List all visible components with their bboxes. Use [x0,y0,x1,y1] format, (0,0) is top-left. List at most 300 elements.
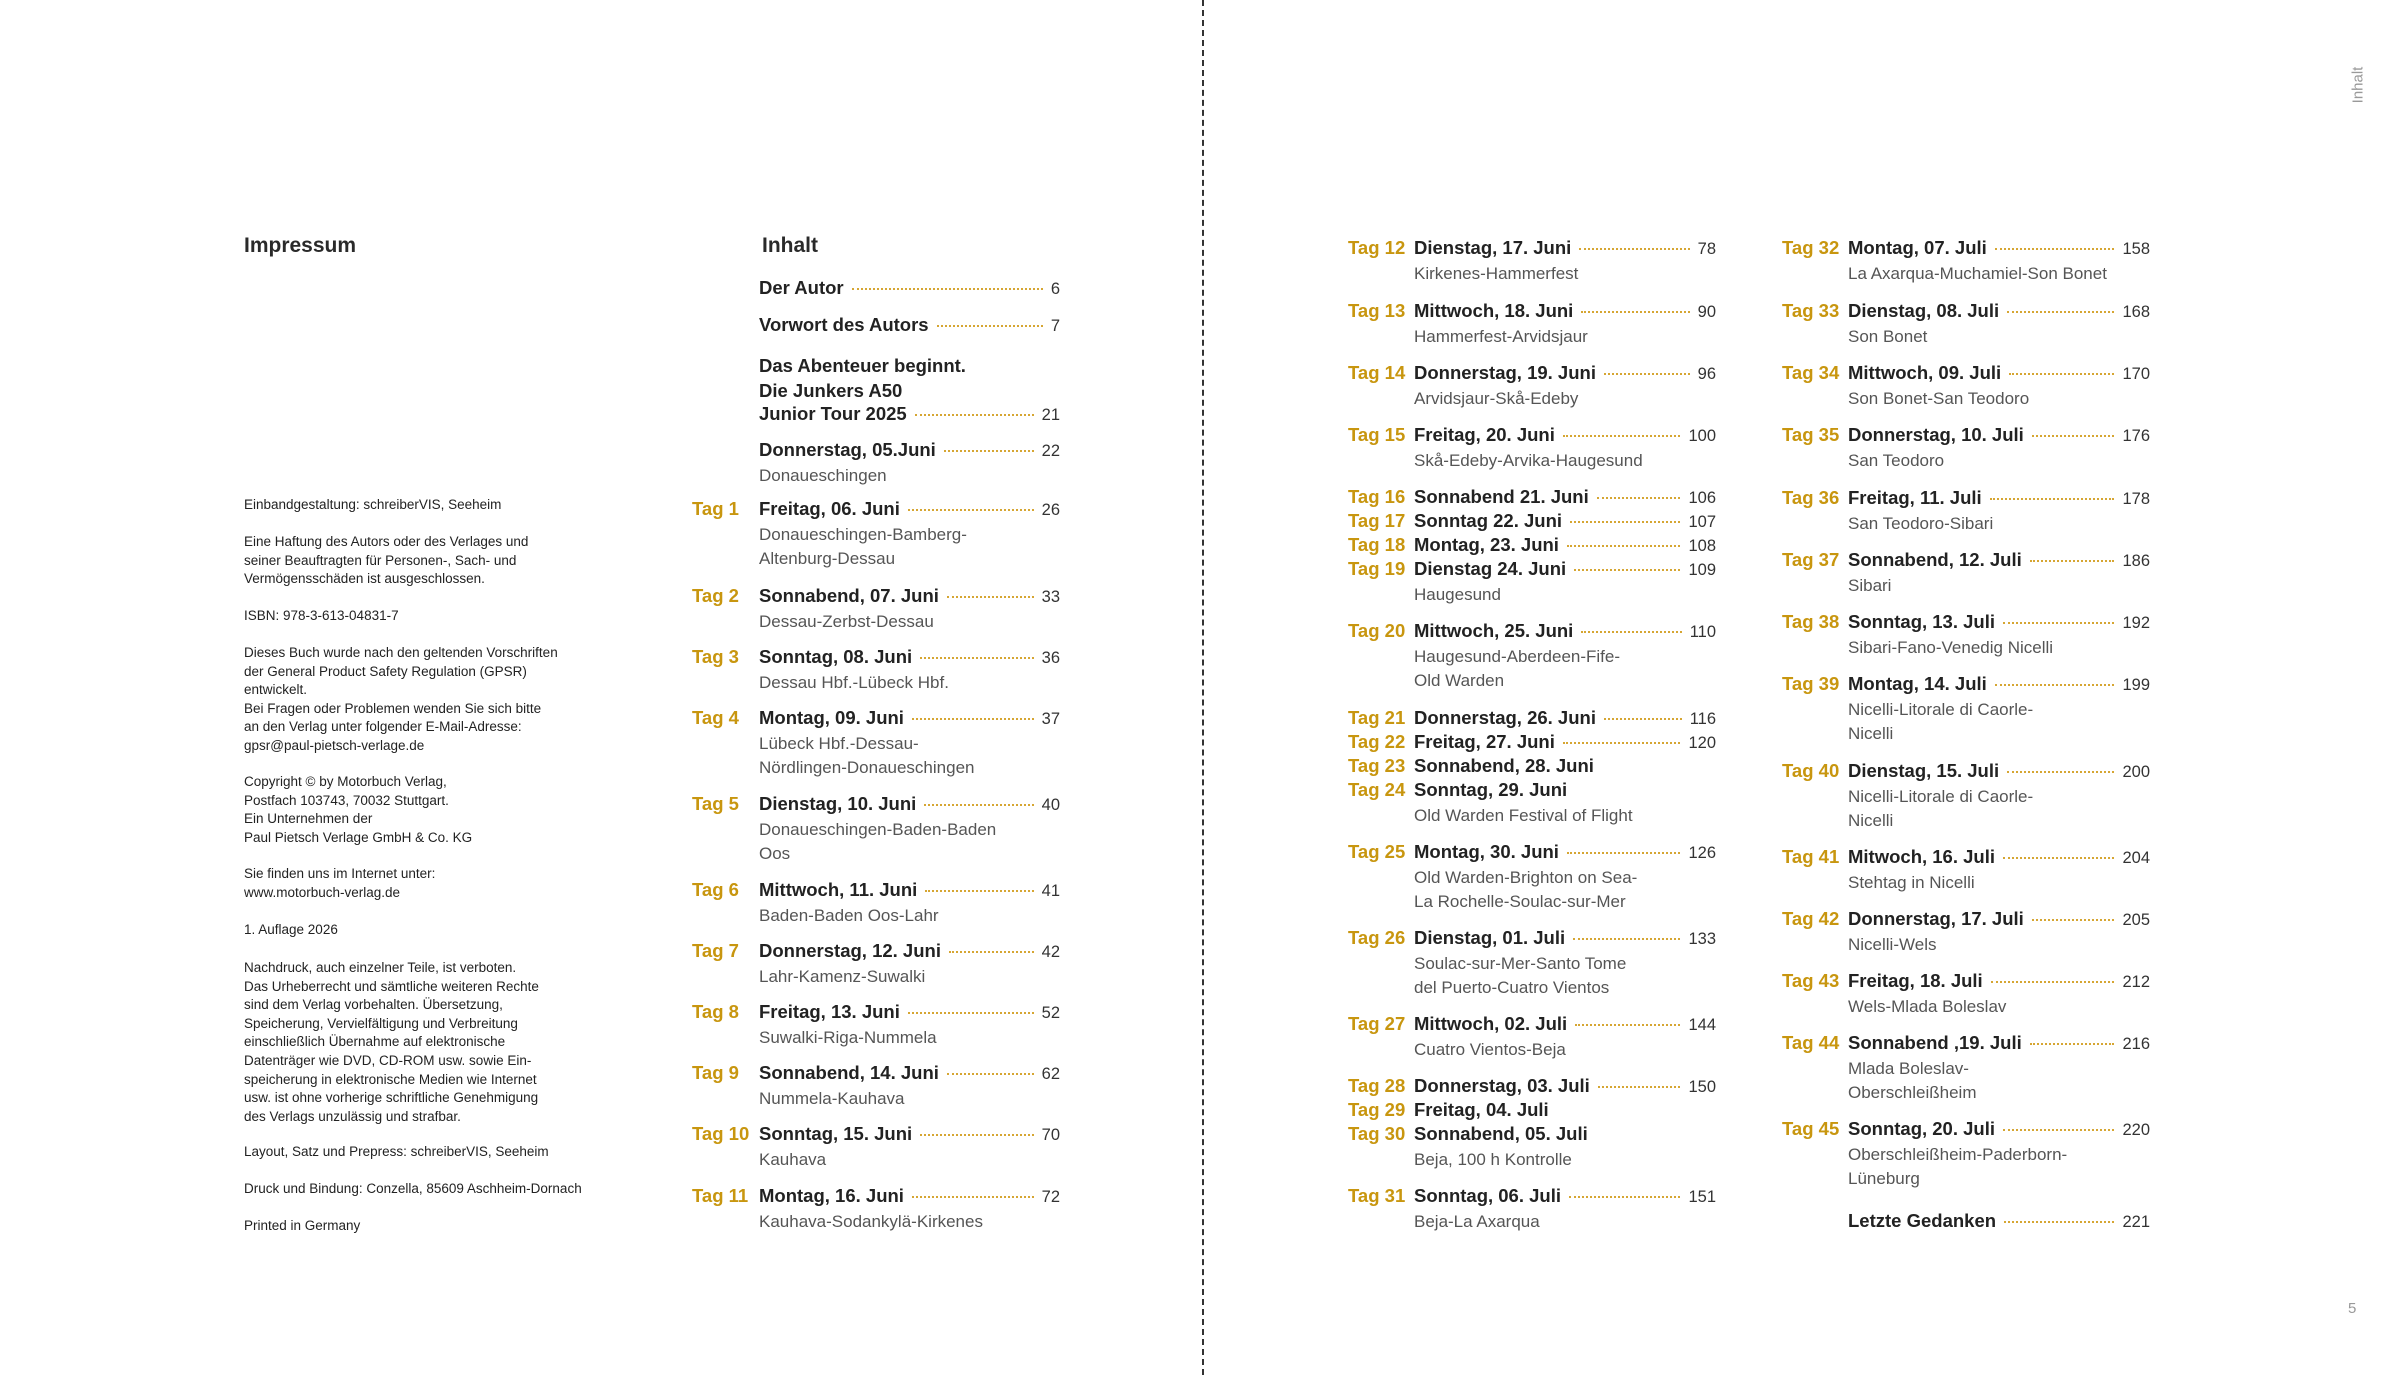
impressum-line: Vermögensschäden ist ausgeschlossen. [244,571,485,587]
toc-leader-dots [2003,1129,2114,1131]
toc-route-line: Sibari [1848,575,1892,595]
toc-page-number: 26 [1041,501,1060,519]
toc-route-line: Nicelli-Litorale di Caorle- [1848,699,2034,719]
spread-divider [1202,0,1204,1375]
impressum-paragraph [244,1217,634,1236]
toc-day-tag: Tag 2 [692,585,739,606]
toc-day-tag: Tag 35 [1782,424,1840,445]
toc-leader-dots [1995,248,2115,250]
toc-day-tag: Tag 11 [692,1185,749,1206]
toc-leader-dots [1579,248,1689,250]
toc-route-line: Nicelli-Litorale di Caorle- [1848,786,2034,806]
toc-route-line: Arvidsjaur-Skå-Edeby [1414,388,1579,408]
toc-entry-title: Freitag, 11. Juli [1848,487,1982,508]
toc-entry-row [759,403,1060,425]
toc-day-tag: Tag 25 [1348,841,1406,862]
toc-leader-dots [1995,684,2115,686]
toc-page-number: 205 [2122,911,2150,929]
toc-day-tag: Tag 26 [1348,927,1406,948]
toc-entry-row [759,1062,1060,1084]
impressum-line: Bei Fragen oder Problemen wenden Sie sich bitte [244,700,542,716]
toc-leader-dots [2030,1043,2115,1045]
toc-route-line: Beja-La Axarqua [1414,1211,1540,1231]
toc-page-number: 192 [2122,614,2150,632]
toc-page-number: 200 [2122,763,2150,781]
toc-entry-title: Donnerstag, 03. Juli [1414,1075,1590,1096]
toc-leader-dots [1575,1024,1680,1026]
toc-page-number: 52 [1041,1004,1060,1022]
toc-route-line: Lübeck Hbf.-Dessau- [759,733,919,753]
toc-leader-dots [2032,435,2115,437]
toc-route-line: Nicelli-Wels [1848,934,1937,954]
toc-day-tag: Tag 28 [1348,1075,1406,1096]
toc-page-number: 116 [1689,710,1716,728]
toc-day-tag: Tag 23 [1348,755,1406,776]
toc-page-number: 150 [1688,1078,1716,1096]
toc-day-tag: Tag 17 [1348,510,1406,531]
toc-entry-title: Vorwort des Autors [759,314,929,335]
toc-route-line: Oberschleißheim-Paderborn- [1848,1144,2068,1164]
toc-leader-dots [924,804,1033,806]
toc-leader-dots [2003,857,2114,859]
toc-route-line: Donaueschingen [759,465,887,485]
toc-leader-dots [2007,771,2114,773]
toc-entry-title: Mittwoch, 09. Juli [1848,362,2002,383]
toc-page-number: 107 [1688,513,1716,531]
toc-entry-row [1848,673,2150,695]
toc-page-number: 170 [2122,365,2150,383]
toc-page-number: 37 [1041,710,1060,728]
toc-page-number: 204 [2122,849,2150,867]
toc-day-tag: Tag 38 [1782,611,1840,632]
toc-leader-dots [912,1196,1034,1198]
toc-entry-row [1848,362,2150,384]
toc-day-tag: Tag 18 [1348,534,1406,555]
impressum-line: Nachdruck, auch einzelner Teile, ist verboten. [244,960,517,975]
toc-route-line: Wels-Mlada Boleslav [1848,996,2007,1016]
toc-leader-dots [1598,1086,1681,1088]
toc-day-tag: Tag 24 [1348,779,1406,800]
toc-entry-row [759,707,1060,729]
toc-page-number: 133 [1688,930,1716,948]
toc-page-number: 62 [1041,1065,1060,1083]
impressum-line: Dieses Buch wurde nach den geltenden Vorschriften [244,645,558,660]
toc-leader-dots [1563,435,1681,437]
toc-day-tag: Tag 22 [1348,731,1406,752]
toc-page-number: 90 [1697,303,1716,321]
impressum-line: Datenträger wie DVD, CD-ROM usw. sowie Ein- [244,1052,532,1068]
toc-route-line: Son Bonet [1848,326,1928,346]
toc-leader-dots [920,657,1033,659]
toc-page-number: 100 [1688,427,1716,445]
toc-route-line: Lüneburg [1848,1169,1920,1188]
toc-day-tag: Tag 39 [1782,673,1840,694]
toc-leader-dots [1569,1196,1680,1198]
toc-entry-row [1848,908,2150,930]
toc-leader-dots [2003,622,2114,624]
page-number: 5 [2348,1300,2357,1317]
toc-entry-row [759,439,1060,461]
toc-entry-title: Freitag, 18. Juli [1848,970,1983,991]
toc-leader-dots [920,1134,1033,1136]
toc-entry-row [1848,424,2150,446]
toc-leader-dots [852,288,1043,290]
toc-entry-row [759,879,1060,901]
impressum-line: speicherung in elektronische Medien wie Internet [244,1071,537,1087]
toc-day-tag: Tag 1 [692,498,739,519]
toc-day-tag: Tag 15 [1348,424,1406,445]
toc-entry-row [759,1123,1060,1145]
toc-entry-row [1414,1013,1716,1035]
toc-entry-row [1414,779,1716,801]
impressum-line: gpsr@paul-pietsch-verlage.de [244,737,425,753]
toc-page-number: 168 [2122,303,2150,321]
toc-entry-title: Freitag, 20. Juni [1414,424,1555,445]
toc-route-line: Hammerfest-Arvidsjaur [1414,326,1588,346]
toc-leader-dots [1581,311,1689,313]
toc-leader-dots [1604,718,1682,720]
toc-entry-row [1414,424,1716,446]
impressum-line: Speicherung, Vervielfältigung und Verbreitung [244,1015,518,1031]
toc-page-number: 7 [1050,317,1060,335]
toc-entry-title: Freitag, 04. Juli [1414,1099,1549,1120]
impressum-line: Eine Haftung des Autors oder des Verlages und [244,534,529,549]
toc-entry-row [1848,760,2150,782]
toc-entry-row [1414,300,1716,322]
toc-entry-title: Dienstag 24. Juni [1414,558,1567,579]
toc-entry-title: Dienstag, 01. Juli [1414,927,1566,948]
impressum-line: Ein Unternehmen der [244,811,373,827]
toc-route-line: Dessau-Zerbst-Dessau [759,611,934,631]
toc-entry-row [1414,1075,1716,1097]
toc-day-tag: Tag 27 [1348,1013,1406,1034]
impressum-line: Copyright © by Motorbuch Verlag, [244,774,447,789]
toc-route-line: Cuatro Vientos-Beja [1414,1039,1566,1059]
toc-route-line: Suwalki-Riga-Nummela [759,1027,937,1047]
impressum-line: www.motorbuch-verlag.de [244,884,401,900]
toc-page-number: 158 [2122,240,2150,258]
toc-entry-title: Letzte Gedanken [1848,1210,1997,1231]
toc-day-tag: Tag 40 [1782,760,1840,781]
toc-page-number: 72 [1041,1188,1060,1206]
toc-route-line: San Teodoro-Sibari [1848,513,1994,533]
toc-entry-row [1848,487,2150,509]
toc-leader-dots [2032,919,2115,921]
toc-leader-dots [1597,497,1681,499]
toc-day-tag: Tag 8 [692,1001,739,1022]
toc-day-tag: Tag 9 [692,1062,739,1083]
toc-day-tag: Tag 13 [1348,300,1406,321]
toc-entry-row [1848,237,2150,259]
toc-route-line: Skå-Edeby-Arvika-Haugesund [1414,450,1643,470]
toc-entry-row [1414,1185,1716,1207]
toc-entry-title: Freitag, 27. Juni [1414,731,1555,752]
toc-route-line: Baden-Baden Oos-Lahr [759,905,939,925]
toc-entry-title: Sonntag 22. Juni [1414,510,1563,531]
impressum-line: seiner Beauftragten für Personen-, Sach- und [244,552,517,568]
toc-route-line: Nicelli [1848,811,1894,830]
toc-day-tag: Tag 6 [692,879,739,900]
impressum-line: Postfach 103743, 70032 Stuttgart. [244,792,449,808]
toc-route-line: Dessau Hbf.-Lübeck Hbf. [759,672,949,692]
toc-day-tag: Tag 16 [1348,486,1406,507]
toc-day-tag: Tag 30 [1348,1123,1406,1144]
impressum-line: Das Urheberrecht und sämtliche weiteren Rechte [244,978,539,994]
toc-day-tag: Tag 37 [1782,549,1840,570]
toc-entry-row [1848,300,2150,322]
running-head: Inhalt [2349,66,2367,104]
impressum-line: Einbandgestaltung: schreiberVIS, Seeheim [244,497,502,512]
toc-route-line: del Puerto-Cuatro Vientos [1414,978,1610,997]
impressum-paragraph [244,865,634,902]
toc-entry-row [1414,731,1716,753]
toc-route-line: Old Warden-Brighton on Sea- [1414,867,1638,887]
toc-leader-dots [1581,631,1681,633]
toc-leader-dots [947,1073,1034,1075]
toc-entry-row [1414,1099,1716,1121]
toc-entry-row [1414,510,1716,532]
toc-route-line: Nicelli [1848,724,1894,743]
toc-entry-row [1414,486,1716,508]
toc-leader-dots [949,951,1034,953]
toc-entry-title: Sonntag, 15. Juni [759,1123,913,1144]
toc-entry-title-line: Die Junkers A50 [759,379,903,401]
toc-route-line: Oos [759,844,791,863]
toc-entry-title: Donnerstag, 05.Juni [759,439,936,460]
toc-entry-title: Sonnabend 21. Juni [1414,486,1589,507]
toc-day-tag: Tag 19 [1348,558,1406,579]
impressum-paragraph [244,773,634,847]
toc-leader-dots [925,890,1033,892]
toc-entry-row [1414,237,1716,259]
toc-page-number: 70 [1041,1126,1060,1144]
impressum-line: der General Product Safety Regulation (GPSR) [244,663,527,679]
impressum-paragraph [244,1143,634,1162]
toc-entry-title: Der Autor [759,277,844,298]
toc-page-number: 144 [1688,1016,1716,1034]
toc-entry-row [1848,1210,2150,1232]
toc-route-line: Kirkenes-Hammerfest [1414,263,1579,283]
toc-entry-title: Mitwoch, 16. Juli [1848,846,1995,867]
toc-route-line: San Teodoro [1848,450,1945,470]
impressum-line: einschließlich Übernahme auf elektronische [244,1034,506,1050]
toc-entry-title: Freitag, 06. Juni [759,498,900,519]
toc-page-number: 212 [2122,973,2150,991]
impressum-paragraph [244,921,634,940]
toc-day-tag: Tag 42 [1782,908,1840,929]
toc-leader-dots [937,325,1043,327]
toc-entry-row [1414,707,1716,729]
toc-route-line: Soulac-sur-Mer-Santo Tome [1414,953,1627,973]
impressum-line: entwickelt. [244,682,308,698]
toc-leader-dots [1573,938,1680,940]
toc-route-line: Sibari-Fano-Venedig Nicelli [1848,637,2054,657]
toc-page-number: 108 [1688,537,1716,555]
toc-day-tag: Tag 45 [1782,1118,1840,1139]
toc-page-number: 110 [1689,623,1716,641]
toc-day-tag: Tag 43 [1782,970,1840,991]
toc-day-tag: Tag 36 [1782,487,1840,508]
toc-entry-title: Dienstag, 10. Juni [759,793,917,814]
toc-entry-title: Junior Tour 2025 [759,403,907,424]
toc-route-line: Son Bonet-San Teodoro [1848,388,2030,408]
toc-day-tag: Tag 14 [1348,362,1406,383]
toc-leader-dots [908,1012,1034,1014]
toc-entry-title: Sonntag, 20. Juli [1848,1118,1995,1139]
toc-day-tag: Tag 20 [1348,620,1406,641]
toc-day-tag: Tag 32 [1782,237,1840,258]
toc-entry-row [759,646,1060,668]
toc-entry-title: Sonntag, 13. Juli [1848,611,1995,632]
impressum-line: Druck und Bindung: Conzella, 85609 Aschheim-Dornach [244,1181,582,1196]
toc-page-number: 78 [1697,240,1716,258]
toc-entry-title: Donnerstag, 19. Juni [1414,362,1596,383]
toc-leader-dots [1567,852,1681,854]
toc-entry-row [759,314,1060,336]
toc-route-line: Lahr-Kamenz-Suwalki [759,966,926,986]
toc-entry-title: Mittwoch, 25. Juni [1414,620,1574,641]
toc-route-line: Stehtag in Nicelli [1848,872,1975,892]
toc-entry-row [1414,755,1716,777]
toc-leader-dots [2007,311,2114,313]
toc-entry-title: Sonntag, 08. Juni [759,646,913,667]
toc-route-line: Nummela-Kauhava [759,1088,905,1108]
toc-route-line: Beja, 100 h Kontrolle [1414,1149,1572,1169]
impressum-line: ISBN: 978-3-613-04831-7 [244,608,399,623]
toc-entry-row [1848,970,2150,992]
toc-entry-title: Donnerstag, 26. Juni [1414,707,1596,728]
toc-route-line: La Axarqua-Muchamiel-Son Bonet [1848,263,2107,283]
toc-page-number: 176 [2122,427,2150,445]
toc-entry-title: Dienstag, 08. Juli [1848,300,2000,321]
toc-entry-row [1414,362,1716,384]
toc-entry-title: Sonnabend, 07. Juni [759,585,939,606]
toc-page-number: 178 [2122,490,2150,508]
toc-day-tag: Tag 3 [692,646,739,667]
toc-entry-title: Dienstag, 17. Juni [1414,237,1572,258]
toc-leader-dots [947,596,1034,598]
impressum-line: Paul Pietsch Verlage GmbH & Co. KG [244,829,473,845]
toc-entry-row [1414,841,1716,863]
toc-entry-row [1414,927,1716,949]
toc-day-tag: Tag 7 [692,940,739,961]
toc-entry-title: Donnerstag, 10. Juli [1848,424,2024,445]
toc-entry-title: Montag, 23. Juni [1414,534,1559,555]
toc-entry-title: Montag, 30. Juni [1414,841,1559,862]
toc-day-tag: Tag 12 [1348,237,1406,258]
toc-page-number: 186 [2122,552,2150,570]
toc-page-number: 6 [1050,280,1060,298]
toc-route-line: Haugesund [1414,584,1501,604]
toc-page-number: 22 [1041,442,1060,460]
impressum-paragraph [244,533,634,589]
toc-page-number: 36 [1041,649,1060,667]
toc-page-number: 106 [1688,489,1716,507]
impressum-line: Printed in Germany [244,1218,361,1233]
toc-route-line: Altenburg-Dessau [759,549,896,568]
impressum-line: sind dem Verlag vorbehalten. Übersetzung, [244,997,503,1013]
toc-entry-row [1414,620,1716,642]
toc-page-number: 151 [1688,1188,1716,1206]
toc-route-line: Old Warden Festival of Flight [1414,805,1633,825]
toc-heading: Inhalt [762,234,818,257]
toc-page-number: 96 [1697,365,1716,383]
toc-day-tag: Tag 33 [1782,300,1840,321]
toc-page-number: 41 [1041,882,1060,900]
impressum-paragraph [244,959,634,1126]
toc-page-number: 21 [1041,406,1060,424]
toc-entry-row [759,498,1060,520]
toc-entry-row [1414,1123,1716,1145]
toc-entry-title: Sonnabend ,19. Juli [1848,1032,2022,1053]
impressum-paragraph [244,1180,634,1199]
toc-route-line: Nördlingen-Donaueschingen [759,758,975,777]
impressum-paragraph [244,607,634,626]
toc-leader-dots [1570,521,1680,523]
toc-entry-row [1414,558,1716,580]
toc-entry-title: Sonntag, 29. Juni [1414,779,1568,800]
toc-page-number: 40 [1041,796,1060,814]
toc-entry-row [1848,1032,2150,1054]
toc-entry-row [1848,1118,2150,1140]
toc-leader-dots [1567,545,1681,547]
toc-page-number: 221 [2122,1213,2150,1231]
toc-page-number: 42 [1041,943,1060,961]
toc-day-tag: Tag 4 [692,707,739,728]
toc-entry-row [1848,549,2150,571]
toc-entry-row [759,277,1060,299]
toc-leader-dots [944,450,1034,452]
toc-entry-row [1848,611,2150,633]
toc-entry-row [1414,534,1716,556]
toc-day-tag: Tag 41 [1782,846,1840,867]
toc-route-line: Kauhava-Sodankylä-Kirkenes [759,1211,983,1231]
impressum-line: usw. ist ohne vorherige schriftliche Genehmigung [244,1090,539,1106]
toc-entry-title: Mittwoch, 02. Juli [1414,1013,1568,1034]
toc-entry-title: Sonnabend, 14. Juni [759,1062,939,1083]
toc-day-tag: Tag 5 [692,793,739,814]
toc-route-line: Donaueschingen-Baden-Baden [759,819,997,839]
toc-leader-dots [1604,373,1690,375]
toc-route-line: Donaueschingen-Bamberg- [759,524,967,544]
toc-leader-dots [915,414,1034,416]
toc-entry-title-line: Das Abenteuer beginnt. [759,355,966,376]
toc-entry-title: Donnerstag, 17. Juli [1848,908,2024,929]
toc-entry-row [759,940,1060,962]
toc-entry-title: Mittwoch, 11. Juni [759,879,918,900]
toc-entry-title: Montag, 09. Juni [759,707,904,728]
toc-page-number: 120 [1688,734,1716,752]
toc-leader-dots [2004,1221,2114,1223]
toc-route-line: Kauhava [759,1149,827,1169]
toc-entry-title: Sonnabend, 05. Juli [1414,1123,1588,1144]
impressum-paragraph [244,644,634,756]
toc-entry-title: Montag, 14. Juli [1848,673,1987,694]
toc-route-line: Mlada Boleslav- [1848,1058,1969,1078]
impressum-line: an den Verlag unter folgender E-Mail-Adresse: [244,719,522,735]
toc-leader-dots [1991,981,2115,983]
impressum-line: Layout, Satz und Prepress: schreiberVIS, Seeheim [244,1144,549,1159]
toc-route-line: Oberschleißheim [1848,1083,1977,1102]
toc-leader-dots [2009,373,2114,375]
toc-leader-dots [1990,498,2115,500]
toc-leader-dots [912,718,1034,720]
toc-day-tag: Tag 10 [692,1123,750,1144]
toc-leader-dots [1574,569,1680,571]
toc-page-number: 33 [1041,588,1060,606]
toc-entry-title: Sonnabend, 28. Juni [1414,755,1594,776]
impressum-paragraph [244,496,634,515]
